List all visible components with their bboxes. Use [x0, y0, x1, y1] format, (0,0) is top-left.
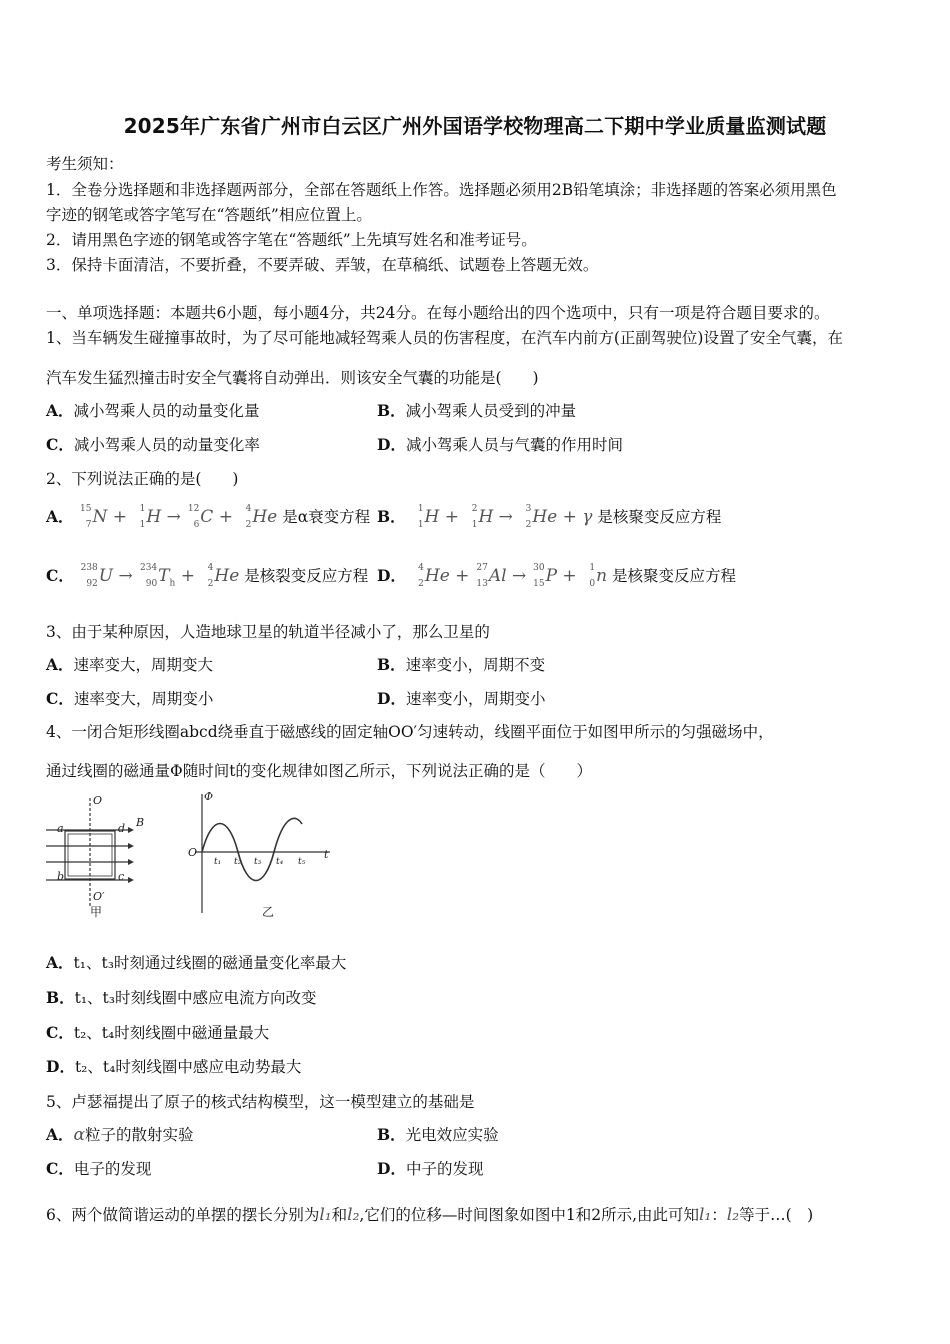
- label-o-top: O: [93, 794, 103, 807]
- arrow-head-4: [128, 877, 134, 883]
- q5-option-b: B．光电效应实验: [377, 1125, 499, 1144]
- label-t5: t₅: [298, 857, 306, 867]
- label-c: c: [118, 870, 125, 883]
- q6-l1: l₁: [319, 1205, 332, 1225]
- q3-stem: 3、由于某种原因，人造地球卫星的轨道半径减小了，那么卫星的: [46, 623, 490, 641]
- notice-heading: 考生须知：: [46, 155, 124, 173]
- q4-figure: [40, 788, 340, 920]
- q5-option-c: C．电子的发现: [46, 1159, 152, 1178]
- q2-equation-c: 238 92 U → 234 90 $T_h$ + 4 2 He: [80, 563, 240, 589]
- q2-option-a: A． 15 7 N + 1 1 H → 12 6 C + 4 2 He 是α衰变方程: [46, 504, 371, 530]
- caption-jia: 甲: [90, 905, 103, 919]
- q4-option-c: C．t₂、t₄时刻线圈中磁通量最大: [46, 1023, 270, 1042]
- caption-yi: 乙: [262, 905, 275, 919]
- notice-item-1-cont: 字迹的钢笔或答字笔写在“答题纸”相应位置上。: [46, 206, 372, 224]
- label-t: t: [324, 848, 329, 861]
- q2-option-c: C． 238 92 U → 234 90 $T_h$ + 4 2 He 是核裂变反应方程: [46, 563, 369, 589]
- phi-curve: [202, 818, 302, 880]
- q2-option-b: B． 1 1 H + 2 1 H → 3 2 He + γ 是核聚变反应方程: [377, 504, 722, 530]
- notice-item-2: 2．请用黑色字迹的钢笔或答字笔在“答题纸”上先填写姓名和准考证号。: [46, 231, 537, 249]
- arrow-head-1: [128, 827, 134, 833]
- q3-option-a: A．速率变大，周期变大: [46, 655, 214, 674]
- notice-item-1: 1．全卷分选择题和非选择题两部分，全部在答题纸上作答。选择题必须用2B铅笔填涂；非选择题的答案必须用黑色: [46, 181, 837, 199]
- q5-stem: 5、卢瑟福提出了原子的核式结构模型，这一模型建立的基础是: [46, 1093, 475, 1111]
- q3-option-b: B．速率变小，周期不变: [377, 655, 546, 674]
- label-o-bottom: O′: [93, 890, 105, 903]
- q1-stem-cont: 汽车发生猛烈撞击时安全气囊将自动弹出．则该安全气囊的功能是( ): [46, 369, 539, 387]
- label-d: d: [118, 822, 126, 835]
- q1-option-a: A．减小驾乘人员的动量变化量: [46, 401, 260, 420]
- q3-option-c: C．速率变大，周期变小: [46, 689, 214, 708]
- q4-option-d: D．t₂、t₄时刻线圈中感应电动势最大: [46, 1057, 302, 1076]
- section-heading: 一、单项选择题：本题共6小题，每小题4分，共24分。在每小题给出的四个选项中，只有一项是符合题目要求的。: [46, 304, 830, 322]
- label-t1: t₁: [214, 857, 222, 867]
- label-t4: t₄: [276, 857, 284, 867]
- label-phi: Φ: [204, 790, 214, 803]
- label-origin: O: [188, 846, 198, 859]
- q1-option-b: B．减小驾乘人员受到的冲量: [377, 401, 577, 420]
- q2-equation-b: 1 1 H + 2 1 H → 3 2 He + γ: [417, 504, 593, 530]
- q4-stem-cont: 通过线圈的磁通量Φ随时间t的变化规律如图乙所示，下列说法正确的是（ ）: [46, 762, 592, 780]
- q2-equation-a: 15 7 N + 1 1 H → 12 6 C + 4 2 He: [80, 504, 278, 530]
- label-t2: t₂: [234, 857, 242, 867]
- arrow-head-2: [128, 843, 134, 849]
- page-title: 2025年广东省广州市白云区广州外国语学校物理高二下期中学业质量监测试题: [123, 114, 827, 138]
- label-t3: t₃: [254, 857, 262, 867]
- q4-stem: 4、一闭合矩形线圈abcd绕垂直于磁感线的固定轴OO′匀速转动，线圈平面位于如图甲所示的匀强磁场中，: [46, 723, 774, 741]
- q6-l2: l₂: [347, 1205, 360, 1225]
- q5-option-d: D．中子的发现: [377, 1159, 484, 1178]
- label-b: b: [57, 870, 65, 883]
- q4-option-a: A．t₁、t₃时刻通过线圈的磁通量变化率最大: [46, 953, 347, 972]
- q6-stem: 6、两个做简谐运动的单摆的摆长分别为l₁和l₂,它们的位移—时间图象如图中1和2所示,由此可知l₁：l₂等于…( ): [46, 1205, 814, 1225]
- q4-option-b: B．t₁、t₃时刻线圈中感应电流方向改变: [46, 988, 317, 1007]
- label-b-field: B: [136, 816, 145, 829]
- q2-option-d: D． 4 2 He + 27 13 Al → 30 15 P + 1 0 n 是核聚变反应方程: [377, 563, 736, 589]
- q1-option-d: D．减小驾乘人员与气囊的作用时间: [377, 435, 623, 454]
- q2-stem: 2、下列说法正确的是( ): [46, 470, 239, 488]
- notice-item-3: 3．保持卡面清洁，不要折叠，不要弄破、弄皱，在草稿纸、试题卷上答题无效。: [46, 256, 599, 274]
- label-a: a: [57, 822, 64, 835]
- q2-equation-d: 4 2 He + 27 13 Al → 30 15 P + 1 0 n: [418, 563, 608, 589]
- q5-option-a: A．α粒子的散射实验: [46, 1125, 194, 1145]
- q1-option-c: C．减小驾乘人员的动量变化率: [46, 435, 260, 454]
- arrow-head-3: [128, 859, 134, 865]
- q3-option-d: D．速率变小，周期变小: [377, 689, 546, 708]
- q1-stem: 1、当车辆发生碰撞事故时，为了尽可能地减轻驾乘人员的伤害程度，在汽车内前方(正副驾驶位)设置了安全气囊，在: [46, 329, 843, 347]
